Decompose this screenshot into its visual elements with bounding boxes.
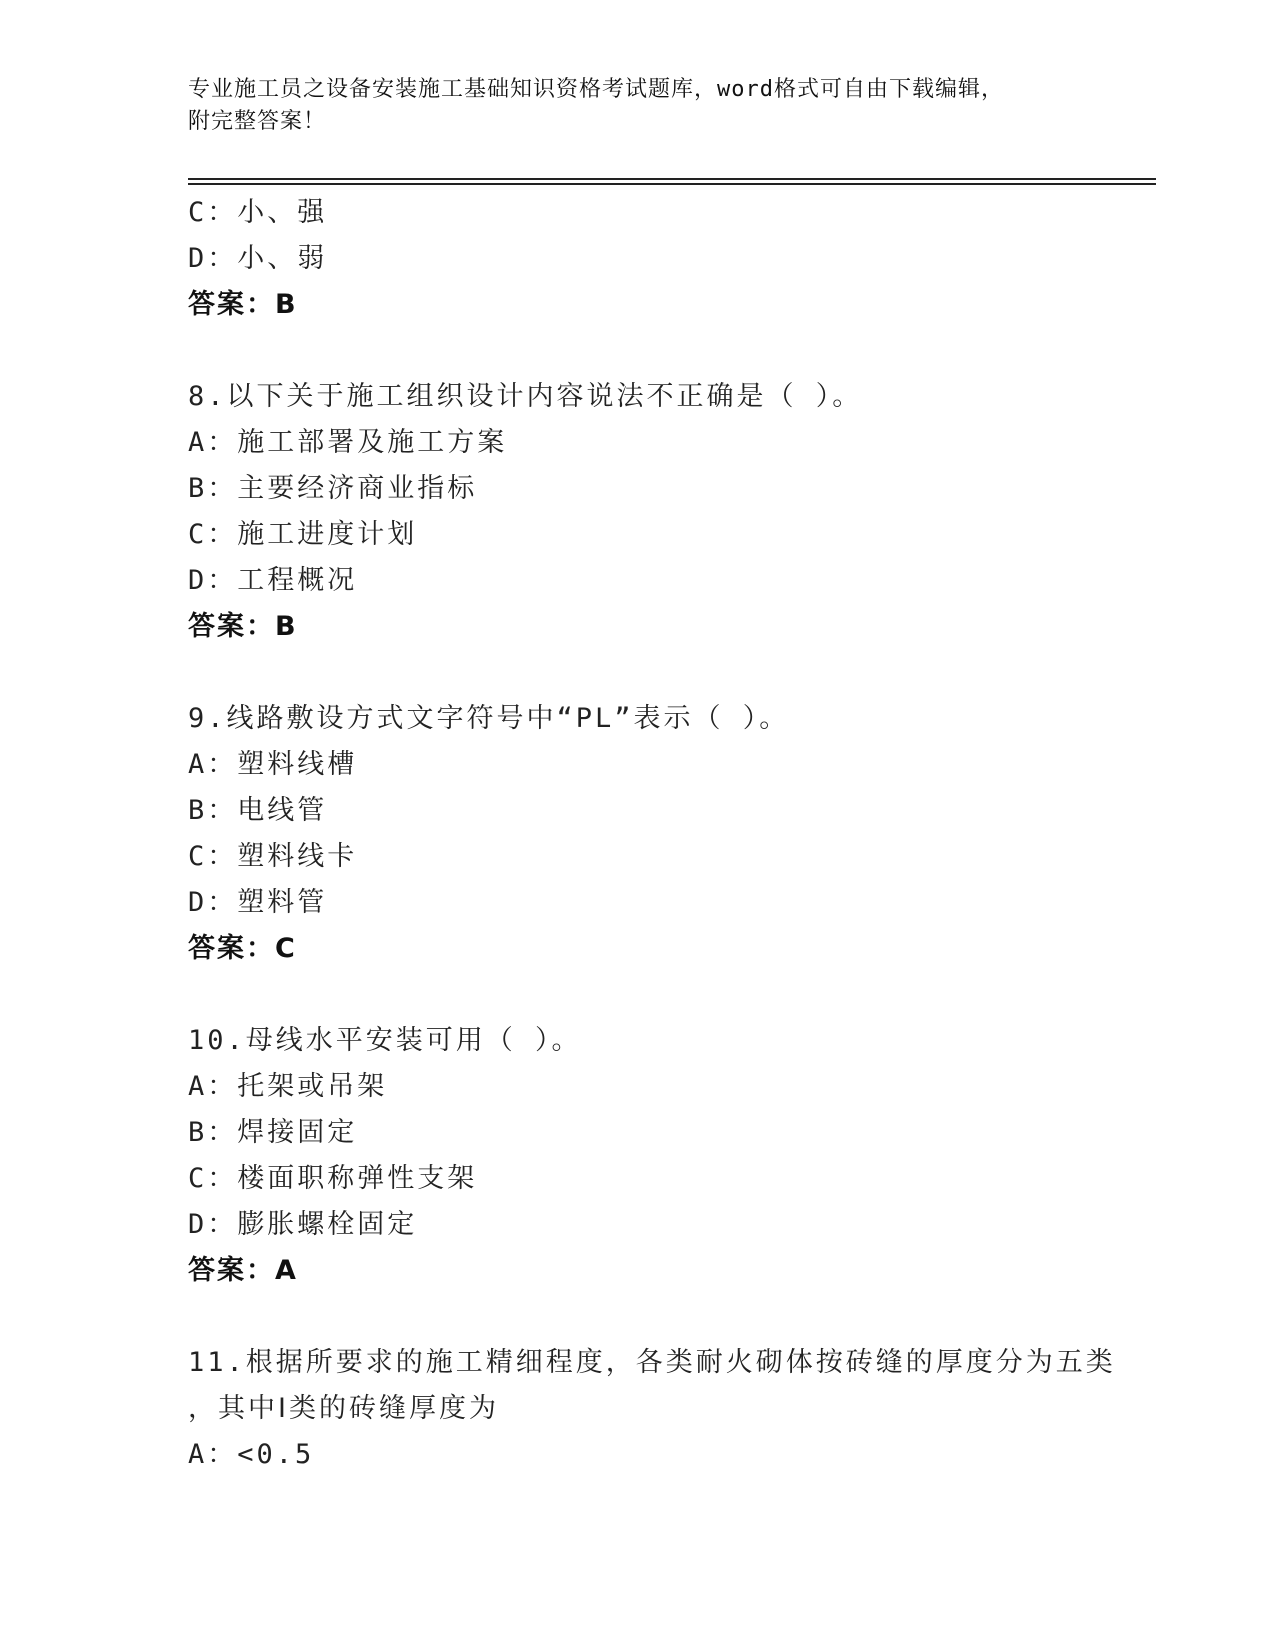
q9-option-d: D：塑料管 bbox=[188, 887, 328, 918]
q10-answer: 答案：A bbox=[188, 1255, 298, 1286]
q9-question: 9.线路敷设方式文字符号中“PL”表示（ ）。 bbox=[188, 703, 790, 734]
q9-option-c: C：塑料线卡 bbox=[188, 841, 358, 872]
spacer bbox=[188, 1294, 1088, 1340]
question-8 bbox=[188, 374, 1088, 650]
q10-option-b: B：焊接固定 bbox=[188, 1117, 358, 1148]
header-line-1: 专业施工员之设备安装施工基础知识资格考试题库，word格式可自由下载编辑， bbox=[188, 77, 1004, 102]
q8-option-b: B：主要经济商业指标 bbox=[188, 473, 478, 504]
q8-answer: 答案：B bbox=[188, 611, 298, 642]
page-header bbox=[188, 74, 1068, 138]
question-9 bbox=[188, 696, 1088, 972]
q10-option-a: A：托架或吊架 bbox=[188, 1071, 388, 1102]
q9-option-a: A：塑料线槽 bbox=[188, 749, 358, 780]
header-rule-bottom bbox=[188, 183, 1156, 185]
question-list bbox=[188, 190, 1116, 1478]
q11-question-line-1: 11.根据所要求的施工精细程度，各类耐火砌体按砖缝的厚度分为五类 bbox=[188, 1347, 1116, 1378]
q7-option-d: D：小、弱 bbox=[188, 243, 328, 274]
question-7 bbox=[188, 190, 1088, 328]
q8-question: 8.以下关于施工组织设计内容说法不正确是（ ）。 bbox=[188, 381, 863, 412]
q10-option-d: D：膨胀螺栓固定 bbox=[188, 1209, 418, 1240]
q11-option-a: A：<0.5 bbox=[188, 1439, 315, 1470]
question-11 bbox=[188, 1340, 1116, 1478]
q8-option-d: D：工程概况 bbox=[188, 565, 358, 596]
spacer bbox=[188, 972, 1088, 1018]
q10-question: 10.母线水平安装可用（ ）。 bbox=[188, 1025, 582, 1056]
q7-option-c: C：小、强 bbox=[188, 197, 328, 228]
q7-answer: 答案：B bbox=[188, 289, 298, 320]
q9-option-b: B：电线管 bbox=[188, 795, 328, 826]
q9-answer: 答案：C bbox=[188, 933, 297, 964]
spacer bbox=[188, 650, 1088, 696]
spacer bbox=[188, 328, 1088, 374]
q8-option-c: C：施工进度计划 bbox=[188, 519, 418, 550]
question-10 bbox=[188, 1018, 1088, 1294]
q8-option-a: A：施工部署及施工方案 bbox=[188, 427, 508, 458]
q11-question-line-2: ，其中Ⅰ类的砖缝厚度为 bbox=[188, 1393, 499, 1424]
q10-option-c: C：楼面职称弹性支架 bbox=[188, 1163, 478, 1194]
header-line-2: 附完整答案！ bbox=[188, 109, 327, 134]
header-rule-top bbox=[188, 178, 1156, 180]
